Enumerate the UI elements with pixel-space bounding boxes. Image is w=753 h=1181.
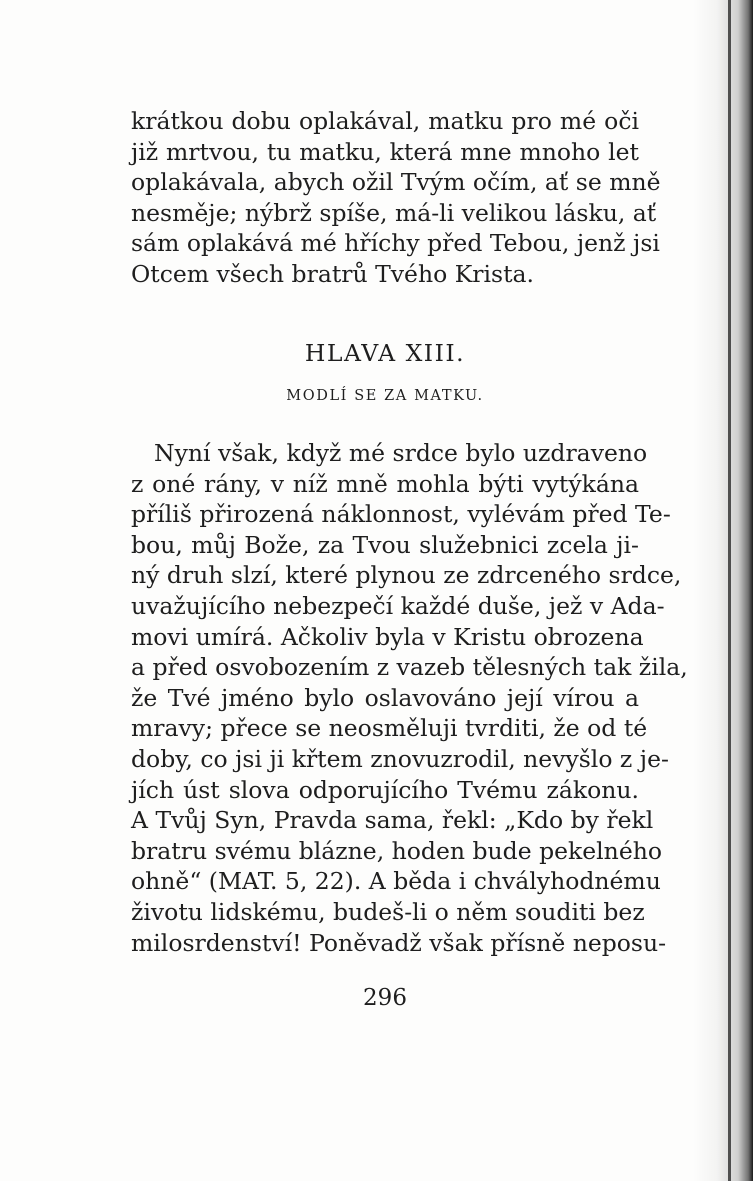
- text-line: A Tvůj Syn, Pravda sama, řekl: „Kdo by řekl: [131, 806, 654, 835]
- text-line: Otcem všech bratrů Tvého Krista.: [131, 259, 535, 288]
- binding-shadow: [693, 0, 753, 1181]
- text-line: doby, co jsi ji křtem znovuzrodil, nevyšlo z je-: [131, 744, 669, 773]
- text-line: movi umírá. Ačkoliv byla v Kristu obrozena: [131, 622, 644, 651]
- binding-edge: [728, 0, 731, 1181]
- text-line: již mrtvou, tu matku, která mne mnoho let: [131, 137, 639, 166]
- chapter-heading: HLAVA XIII.: [304, 339, 466, 367]
- chapter-subheading: MODLÍ SE ZA MATKU.: [286, 388, 484, 404]
- text-line: jích úst slova odporujícího Tvému zákonu.: [131, 775, 639, 804]
- text-line: bratru svému blázne, hoden bude pekelného: [131, 836, 663, 865]
- page-number: 296: [363, 985, 407, 1011]
- text-line: uvažujícího nebezpečí každé duše, jež v Ada-: [131, 591, 665, 620]
- text-line: sám oplakává mé hříchy před Tebou, jenž jsi: [131, 229, 660, 258]
- main-paragraph: [131, 438, 688, 958]
- text-line: příliš přirozená náklonnost, vylévám před Te-: [131, 500, 671, 529]
- text-line: že Tvé jméno bylo oslavováno její vírou a: [131, 683, 639, 712]
- text-line: oplakávala, abych ožil Tvým očím, ať se mně: [131, 168, 661, 197]
- text-line: bou, můj Bože, za Tvou služebnici zcela ji-: [131, 530, 639, 559]
- text-line: ný druh slzí, které plynou ze zdrceného srdce,: [131, 561, 682, 590]
- text-line: milosrdenství! Poněvadž však přísně neposu-: [131, 928, 667, 957]
- text-line: Nyní však, když mé srdce bylo uzdraveno: [154, 439, 648, 467]
- text-line: nesměje; nýbrž spíše, má-li velikou lásku, ať: [131, 198, 657, 227]
- text-line: mravy; přece se neosměluji tvrditi, že od té: [131, 714, 648, 743]
- text-line: z oné rány, v níž mně mohla býti vytýkána: [131, 469, 639, 498]
- text-line: životu lidskému, budeš-li o něm souditi bez: [131, 897, 645, 926]
- text-line: ohně“ (MAT. 5, 22). A běda i chvályhodnému: [131, 867, 661, 896]
- text-line: a před osvobozením z vazeb tělesných tak žila,: [131, 653, 688, 682]
- intro-paragraph: [131, 106, 661, 290]
- text-line: krátkou dobu oplakával, matku pro mé oči: [131, 107, 639, 135]
